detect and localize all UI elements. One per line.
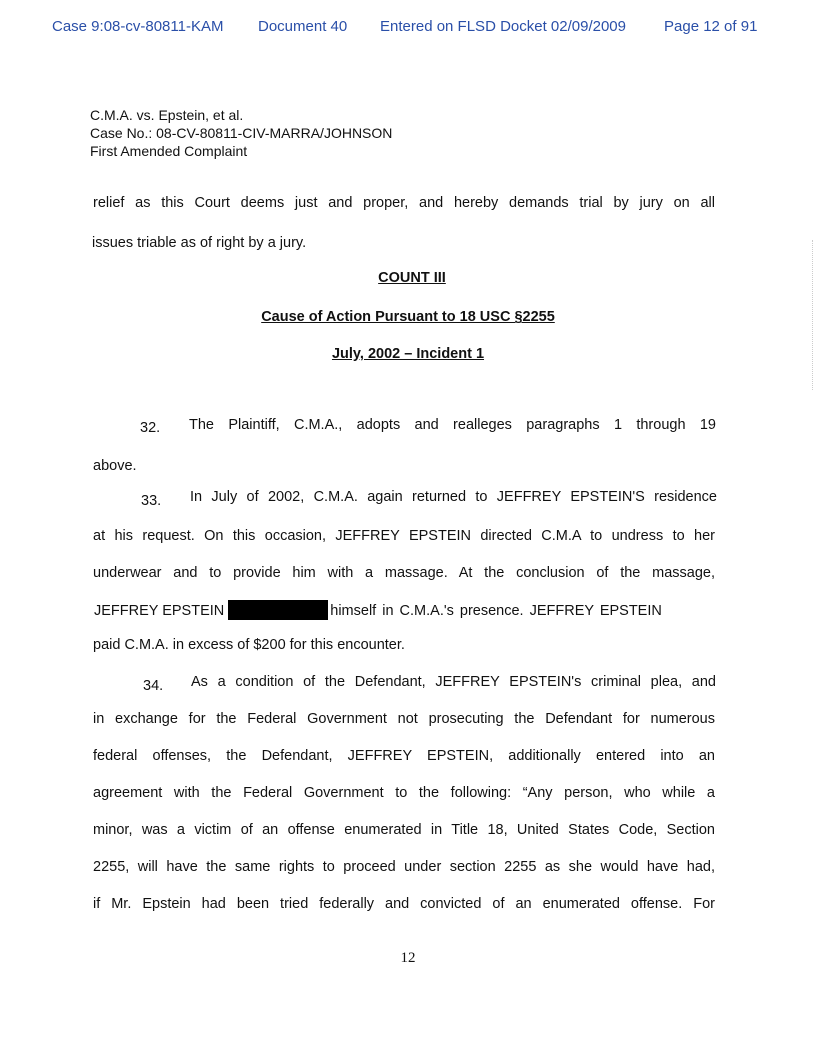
para-33-line-4-start: JEFFREY EPSTEIN — [94, 603, 225, 619]
para-33-line-1: In July of 2002, C.M.A. again returned to JEFFREY EPSTEIN'S residence — [190, 489, 717, 505]
scan-margin-artifact — [812, 240, 815, 390]
caption-parties: C.M.A. vs. Epstein, et al. — [90, 107, 244, 123]
para-33-line-4 — [94, 600, 662, 620]
docket-entered-date: Entered on FLSD Docket 02/09/2009 — [380, 18, 626, 35]
intro-line-2: issues triable as of right by a jury. — [92, 235, 307, 251]
para-33-line-4-end: himself in C.M.A.'s presence. JEFFREY EPSTEIN — [330, 603, 662, 619]
docket-case-number: Case 9:08-cv-80811-KAM — [52, 18, 224, 35]
para-34-line-6: 2255, will have the same rights to proceed under section 2255 as she would have had, — [93, 859, 715, 875]
count-heading: COUNT III — [378, 270, 446, 286]
para-34-line-4: agreement with the Federal Government to the following: “Any person, who while a — [93, 785, 715, 801]
caption-document-title: First Amended Complaint — [90, 143, 248, 159]
incident-heading: July, 2002 – Incident 1 — [331, 346, 485, 362]
cause-of-action-heading: Cause of Action Pursuant to 18 USC §2255 — [261, 309, 555, 325]
para-33-line-3: underwear and to provide him with a massage. At the conclusion of the massage, — [93, 565, 715, 581]
para-32-line-2: above. — [93, 458, 137, 474]
para-34-line-5: minor, was a victim of an offense enumerated in Title 18, United States Code, Section — [93, 822, 715, 838]
intro-line-1: relief as this Court deems just and proper, and hereby demands trial by jury on all — [93, 195, 715, 211]
para-34-line-1: As a condition of the Defendant, JEFFREY EPSTEIN's criminal plea, and — [191, 674, 716, 690]
case-caption — [90, 106, 392, 160]
para-34-line-2: in exchange for the Federal Government not prosecuting the Defendant for numerous — [93, 711, 715, 727]
para-33-line-2: at his request. On this occasion, JEFFREY EPSTEIN directed C.M.A to undress to her — [93, 528, 715, 544]
docket-document-number: Document 40 — [258, 18, 348, 35]
para-32-line-1: The Plaintiff, C.M.A., adopts and realleges paragraphs 1 through 19 — [189, 417, 716, 433]
caption-case-no: Case No.: 08-CV-80811-CIV-MARRA/JOHNSON — [90, 125, 393, 141]
redaction-box — [228, 600, 328, 620]
para-34-number: 34. — [143, 678, 164, 694]
para-34-line-3: federal offenses, the Defendant, JEFFREY EPSTEIN, additionally entered into an — [93, 748, 715, 764]
para-33-number: 33. — [141, 493, 162, 509]
page-number: 12 — [400, 950, 416, 966]
docket-page-count: Page 12 of 91 — [664, 18, 758, 35]
para-33-line-5: paid C.M.A. in excess of $200 for this encounter. — [93, 637, 405, 653]
para-32-number: 32. — [140, 420, 161, 436]
para-34-line-7: if Mr. Epstein had been tried federally and convicted of an enumerated offense. For — [93, 896, 715, 912]
